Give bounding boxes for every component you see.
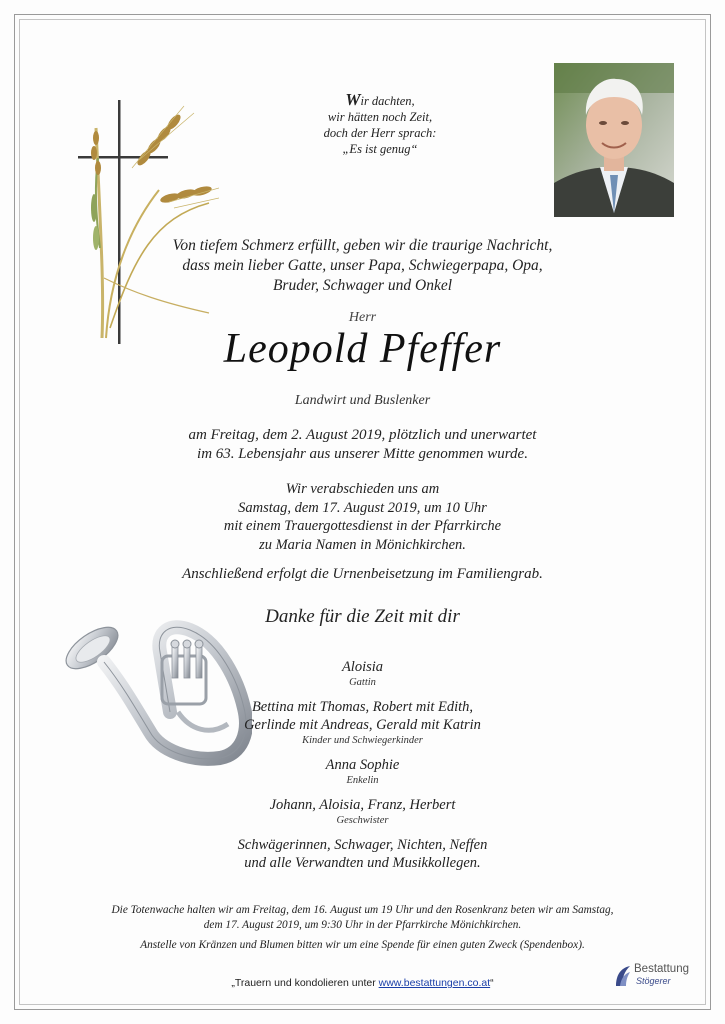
mourner-role: Enkelin bbox=[346, 775, 379, 786]
mourners-list bbox=[0, 658, 725, 881]
mourner-role: Gattin bbox=[349, 677, 376, 688]
mourner-names: Schwägerinnen, Schwager, Nichten, Neffen bbox=[237, 837, 488, 853]
funeral-home-logo bbox=[614, 962, 696, 996]
mourner-role: Kinder und Schwiegerkinder bbox=[302, 735, 423, 746]
death-line-2: im 63. Lebensjahr aus unserer Mitte genommen wurde. bbox=[197, 446, 528, 462]
thanks-line: Danke für die Zeit mit dir bbox=[265, 606, 460, 627]
salutation: Herr bbox=[348, 310, 377, 325]
mourner-names: und alle Verwandten und Musikkollegen. bbox=[244, 855, 481, 871]
mourner-names: Johann, Aloisia, Franz, Herbert bbox=[269, 797, 456, 813]
quote-block bbox=[300, 92, 460, 157]
mourner-group bbox=[0, 836, 725, 872]
mourner-group bbox=[0, 658, 725, 689]
mourner-role: Geschwister bbox=[336, 815, 389, 826]
quote-line-1: Wir dachten, bbox=[345, 90, 415, 109]
quote-line-2: wir hätten noch Zeit, bbox=[327, 110, 433, 124]
wake-line-2: dem 17. August 2019, um 9:30 Uhr in der Pfarrkirche Mönichkirchen. bbox=[203, 919, 522, 931]
logo-name: Stögerer bbox=[636, 976, 671, 986]
funeral-line-2: Samstag, dem 17. August 2019, um 10 Uhr bbox=[238, 499, 487, 516]
announcement-line-1: Von tiefem Schmerz erfüllt, geben wir die traurige Nachricht, bbox=[172, 237, 553, 254]
deceased-name: Leopold Pfeffer bbox=[223, 326, 502, 372]
portrait-photo bbox=[554, 63, 674, 217]
mourner-group bbox=[0, 698, 725, 747]
wake-notice bbox=[0, 903, 725, 933]
death-notice bbox=[0, 426, 725, 464]
mourner-names: Bettina mit Thomas, Robert mit Edith, bbox=[251, 699, 474, 715]
wake-line-1: Die Totenwache halten wir am Freitag, dem 16. August um 19 Uhr und den Rosenkranz beten wir am Samstag, bbox=[111, 904, 614, 916]
burial-notice: Anschließend erfolgt die Urnenbeisetzung im Familiengrab. bbox=[182, 566, 543, 582]
mourner-group bbox=[0, 756, 725, 787]
donation-notice: Anstelle von Kränzen und Blumen bitten wir um eine Spende für einen guten Zweck (Spendenbox). bbox=[140, 939, 585, 951]
announcement-line-3: Bruder, Schwager und Onkel bbox=[272, 277, 453, 294]
funeral-line-3: mit einem Trauergottesdienst in der Pfarrkirche bbox=[223, 518, 502, 534]
quote-line-4: „Es ist genug“ bbox=[342, 142, 418, 156]
death-line-1: am Freitag, dem 2. August 2019, plötzlich und unerwartet bbox=[188, 427, 537, 443]
funeral-details bbox=[0, 480, 725, 554]
mourner-names: Aloisia bbox=[341, 659, 384, 675]
mourner-names: Gerlinde mit Andreas, Gerald mit Katrin bbox=[244, 717, 481, 733]
announcement-line-2: dass mein lieber Gatte, unser Papa, Schwiegerpapa, Opa, bbox=[182, 257, 543, 274]
condolence-line: „Trauern und kondolieren unter www.bestattungen.co.at“ bbox=[231, 977, 494, 989]
logo-mark-icon bbox=[614, 964, 632, 988]
mourner-group bbox=[0, 796, 725, 827]
quote-initial: W bbox=[345, 90, 361, 109]
condolence-link[interactable]: www.bestattungen.co.at bbox=[378, 977, 491, 989]
deceased-occupation: Landwirt und Buslenker bbox=[294, 393, 431, 408]
mourner-names: Anna Sophie bbox=[325, 757, 400, 773]
quote-line-3: doch der Herr sprach: bbox=[323, 126, 437, 140]
logo-title: Bestattung bbox=[634, 963, 689, 975]
funeral-line-1: Wir verabschieden uns am bbox=[285, 481, 440, 497]
funeral-line-4: zu Maria Namen in Mönichkirchen. bbox=[259, 536, 466, 553]
announcement-text bbox=[0, 236, 725, 296]
